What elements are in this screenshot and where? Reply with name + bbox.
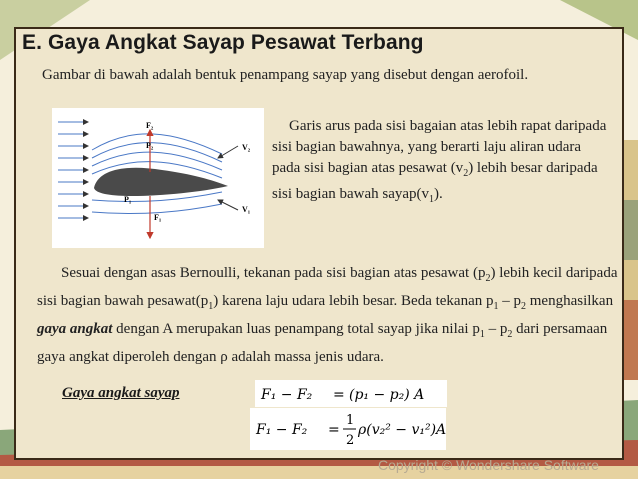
eq2-lhs: F₁ − F₂ — [256, 422, 308, 438]
gaya-angkat-emphasis: gaya angkat — [37, 321, 113, 337]
aerofoil-shape — [94, 168, 228, 196]
label-f2: F₂ — [146, 121, 154, 130]
equation-2 — [250, 408, 446, 450]
eq2-equals: = — [328, 422, 340, 438]
aerofoil-diagram — [52, 108, 264, 248]
label-p2: P₂ — [146, 141, 154, 150]
label-v1: V₁ — [242, 205, 251, 214]
watermark: Copyright © Wondershare Software — [378, 457, 599, 473]
aerofoil-svg — [52, 108, 264, 248]
eq2-denominator: 2 — [346, 433, 355, 448]
slide-title: E. Gaya Angkat Sayap Pesawat Terbang — [22, 31, 424, 54]
eq1-lhs: F₁ − F₂ — [261, 387, 313, 403]
label-f1: F₁ — [154, 213, 162, 222]
label-v2: V₂ — [242, 143, 251, 152]
eq2-numerator: 1 — [346, 413, 355, 428]
intro-paragraph: Gambar di bawah adalah bentuk penampang sayap yang disebut dengan aerofoil. — [42, 67, 529, 83]
bernoulli-paragraph: Sesuai dengan asas Bernoulli, tekanan pada sisi bagian atas pesawat $(p_2)$ lebih kecil daripada sisi bagian bawah $pesawat(p_1)$ karena laju udara lebih besar. Beda tekanan $p_1 - p_2$ menghasilkan gaya angkat dengan A merupakan luas penampang total sayap jika nilai $p_1 - p_2$ dari persamaan gaya angkat diperoleh dengan ρ adalah massa jenis udara. — [37, 265, 618, 365]
label-p1: P₁ — [124, 195, 132, 204]
eq1-rhs: (p₁ − p₂) A — [349, 387, 425, 403]
formula-label: Gaya angkat sayap — [62, 385, 180, 401]
incoming-flow-lines — [58, 122, 88, 218]
eq1-equals: = — [333, 387, 345, 403]
lower-streamlines — [92, 192, 222, 214]
streamline-paragraph: Garis arus pada sisi bagaian atas lebih rapat daripada sisi bagian bawahnya, yang berarti laju aliran udara pada sisi bagian atas pesawat $(v_2)$ lebih besar daripada sisi bagian bawah $sayap(v_1)$. — [272, 118, 607, 205]
eq2-rhs: ρ(v₂² − v₁²)A — [358, 422, 446, 438]
equation-1 — [255, 380, 447, 407]
